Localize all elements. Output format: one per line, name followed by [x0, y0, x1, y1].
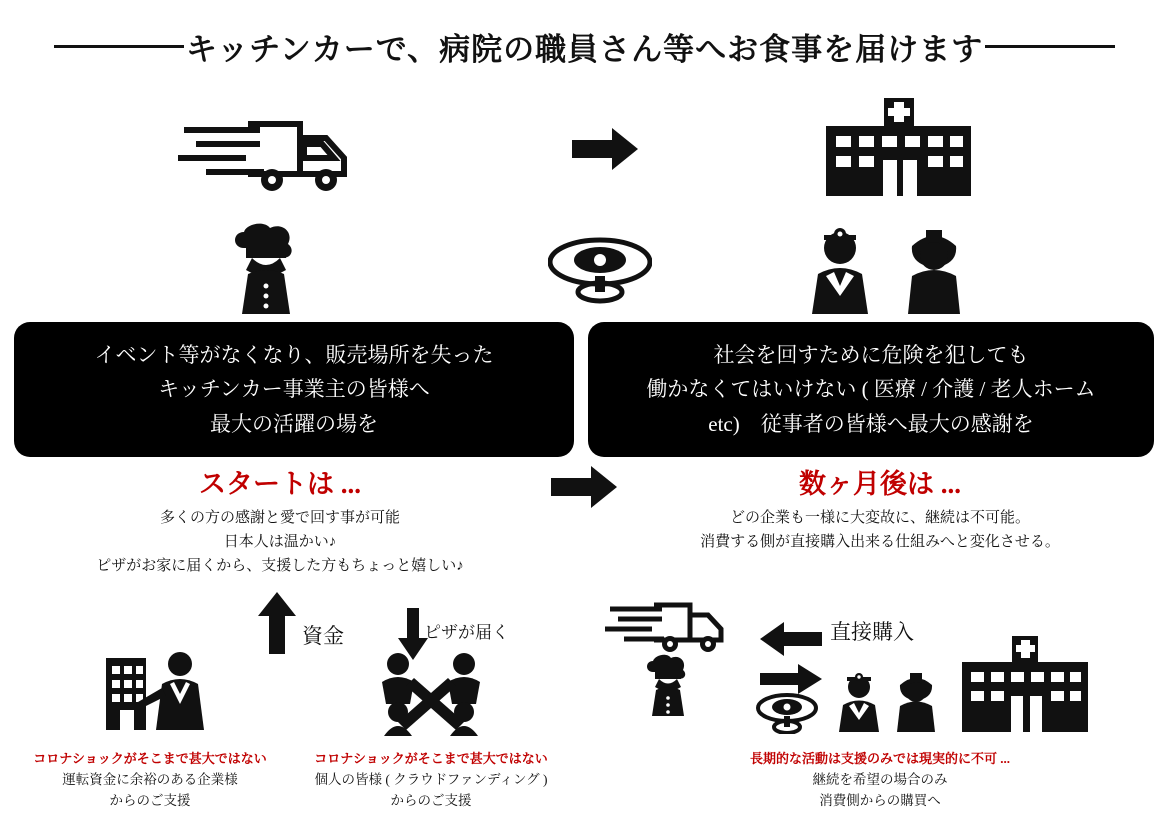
doctor-small-icon	[836, 672, 882, 732]
company-caption	[0, 770, 300, 812]
right-section-heading: 数ヶ月後は ...	[799, 469, 961, 499]
banner-right	[588, 322, 1154, 457]
left-section-subtext	[0, 506, 560, 578]
right-sub-line-2: 消費する側が直接購入出来る仕組みへと変化させる。	[700, 534, 1060, 550]
individual-caption-red: コロナショックがそこまで甚大ではない	[314, 751, 548, 766]
title-rule-left	[54, 45, 184, 48]
chef-icon	[230, 222, 302, 314]
left-sub-line-2: 日本人は温かい♪	[223, 534, 337, 550]
nurse-small-icon	[894, 672, 938, 732]
left-section-heading: スタートは ...	[199, 469, 361, 499]
arrow-right-icon	[572, 128, 638, 170]
right-section-subtext	[600, 506, 1160, 554]
banner-right-line-2: 働かなくてはいけない ( 医療 / 介護 / 老人ホーム	[646, 377, 1096, 402]
right-caption-line-1: 継続を希望の場合のみ	[812, 772, 948, 787]
individual-caption-line-2: からのご支援	[390, 792, 472, 808]
hospital-small-icon	[962, 636, 1088, 732]
right-sub-line-1: どの企業も一様に大変故に、継続は不可能。	[729, 510, 1030, 526]
left-sub-line-1: 多くの方の感謝と愛で回す事が可能	[159, 510, 400, 526]
crowdfunding-people-icon	[376, 650, 486, 736]
food-truck-icon	[176, 108, 366, 196]
page-title	[0, 24, 1169, 69]
title-rule-right	[985, 45, 1115, 48]
right-caption-line-2: 消費側からの購買へ	[819, 792, 941, 808]
banner-left-line-3: 最大の活躍の場を	[210, 411, 378, 436]
pizza-delivery-label: ピザが届く	[424, 623, 509, 642]
fund-label: 資金	[302, 624, 344, 648]
banner-right-line-1: 社会を回すために危険を犯しても	[713, 342, 1029, 367]
right-caption-red: 長期的な活動は支援のみでは現実的に不可 ...	[749, 751, 1010, 766]
banner-right-line-3: etc) 従事者の皆様へ最大の感謝を	[708, 411, 1034, 436]
hospital-icon	[826, 98, 971, 196]
doctor-icon	[806, 228, 874, 314]
individual-caption	[296, 770, 566, 812]
company-caption-line-2: からのご支援	[109, 792, 191, 808]
company-caption-line-1: 運転資金に余裕のある企業様	[62, 772, 238, 787]
nurse-icon	[902, 228, 966, 314]
food-truck-small-icon	[604, 594, 734, 656]
dish-with-eye-icon	[548, 232, 652, 304]
banner-left-line-1: イベント等がなくなり、販売場所を失った	[94, 342, 494, 367]
banner-left	[14, 322, 574, 457]
left-sub-line-3: ピザがお家に届くから、支援した方もちょっと嬉しい♪	[96, 558, 464, 574]
right-caption	[610, 770, 1150, 812]
direct-purchase-label: 直接購入	[830, 620, 914, 644]
page-title-text: キッチンカーで、病院の職員さん等へお食事を届けます	[185, 32, 984, 67]
banner-left-line-2: キッチンカー事業主の皆様へ	[158, 377, 430, 402]
individual-caption-line-1: 個人の皆様 ( クラウドファンディング )	[314, 772, 548, 787]
chef-small-icon	[644, 654, 692, 716]
arrow-left-icon	[760, 622, 822, 656]
company-caption-red: コロナショックがそこまで甚大ではない	[33, 751, 267, 766]
dish-with-eye-small-icon	[756, 690, 818, 734]
company-person-icon	[104, 648, 214, 736]
arrow-up-icon	[258, 592, 296, 654]
